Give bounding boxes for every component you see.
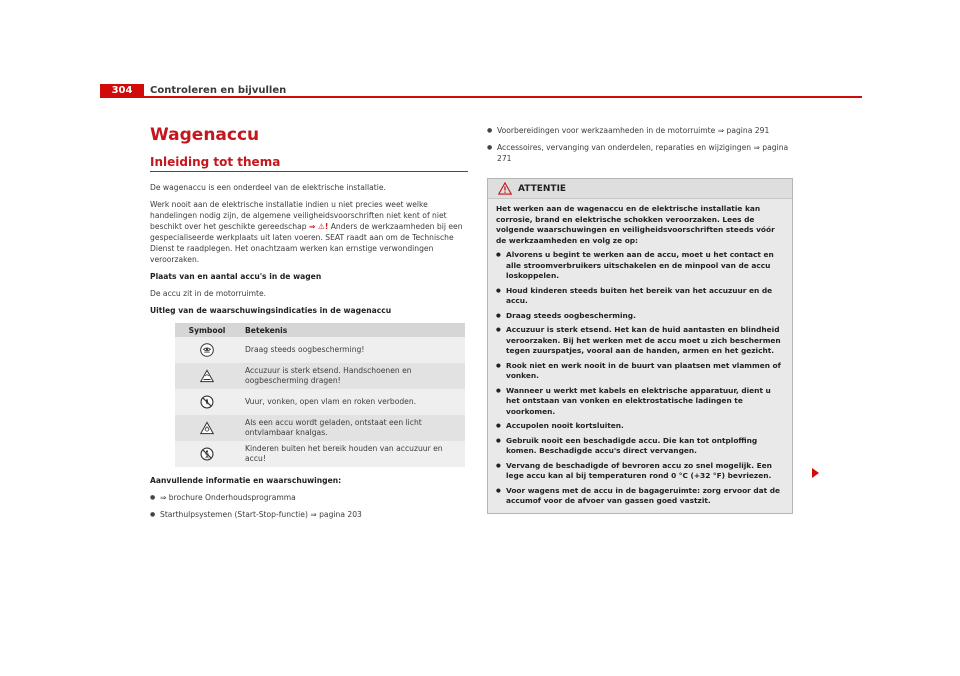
col-symbol-header: Symbool (175, 323, 239, 337)
attention-header (488, 179, 792, 199)
attention-body (488, 199, 792, 513)
page-title: Wagenaccu (150, 125, 260, 145)
warning-triangle-icon (498, 182, 512, 195)
attention-title: ATTENTIE (518, 183, 567, 194)
table-heading: Uitleg van de waarschuwingsindicaties in de wagenaccu (150, 306, 392, 315)
attention-list (496, 250, 784, 507)
additional-heading: Aanvullende informatie en waarschuwingen: (150, 476, 342, 485)
col-meaning-header: Betekenis (239, 323, 465, 337)
attention-box (487, 178, 793, 514)
list-item: ● Accuzuur is sterk etsend. Het kan de huid aantasten en blindheid veroorzaken. Bij het werken met de accu moet u zich beschermen tegen zuurspatjes, vooral aan de handen, armen en het gezicht. (496, 325, 784, 357)
list-item: ● Accupolen nooit kortsluiten. (496, 421, 784, 432)
warning-paragraph: Werk nooit aan de elektrische installatie indien u niet precies weet welke handelingen nodig zijn, de algemene veiligheidsvoorschriften niet kent of niet beschikt over het geschikte gereedschap ⇒ ⚠! Anders de werkzaamheden bij een gespecialiseerde werkplaats uit laten voeren. SEAT raadt aan om de Technische Dienst te raadplegen. Het onachtzaam werken kan ernstige verwondingen veroorzaken. (150, 200, 463, 264)
warning-ref-link[interactable]: ⇒ ⚠! (309, 222, 329, 231)
list-item[interactable]: ● Voorbereidingen voor werkzaamheden in de motorruimte ⇒ pagina 291 (487, 125, 793, 136)
list-item: ● Houd kinderen steeds buiten het bereik van het accuzuur en de accu. (496, 286, 784, 307)
list-item[interactable]: ● ⇒ brochure Onderhoudsprogramma (150, 492, 468, 503)
symbol-table (175, 323, 465, 467)
location-heading: Plaats van en aantal accu's in de wagen (150, 272, 322, 281)
table-row (175, 363, 465, 389)
right-column (487, 125, 793, 514)
page-number: 304 (100, 84, 144, 98)
table-cell-meaning: Als een accu wordt geladen, ontstaat een licht ontvlambaar knalgas. (239, 415, 465, 441)
list-item: ● Vervang de beschadigde of bevroren accu zo snel mogelijk. Een lege accu kan al bij temperaturen rond 0 °C (+32 °F) bevriezen. (496, 461, 784, 482)
list-item[interactable]: ● Starthulpsystemen (Start-Stop-functie) ⇒ pagina 203 (150, 509, 468, 520)
chapter-title: Controleren en bijvullen (150, 85, 287, 96)
eye-protection-icon (200, 343, 214, 357)
reference-list (487, 125, 793, 164)
list-item: ● Voor wagens met de accu in de bagageruimte: zorg ervoor dat de accumof voor de afvoer van gassen goed vastzit. (496, 486, 784, 507)
list-item: ● Rook niet en werk nooit in de buurt van plaatsen met vlammen of vonken. (496, 361, 784, 382)
table-row (175, 441, 465, 467)
additional-list (150, 492, 468, 520)
corrosive-warning-icon (200, 369, 214, 383)
left-column (150, 125, 468, 520)
intro-text: De wagenaccu is een onderdeel van de elektrische installatie. (150, 183, 386, 192)
location-text: De accu zit in de motorruimte. (150, 289, 267, 298)
table-row (175, 389, 465, 415)
keep-away-children-icon (200, 447, 214, 461)
attention-intro: Het werken aan de wagenaccu en de elektrische installatie kan corrosie, brand en elektrische schokken veroorzaken. Lees de volgende waarschuwingen en veiligheidsvoorschriften steeds vóór de werkzaamheden en volg ze op: (496, 204, 775, 245)
list-item: ● Gebruik nooit een beschadigde accu. Die kan tot ontploffing komen. Beschadigde accu's direct vervangen. (496, 436, 784, 457)
list-item: ● Alvorens u begint te werken aan de accu, moet u het contact en alle stroomverbruikers uitschakelen en de minpool van de accu loskoppelen. (496, 250, 784, 282)
section-title: Inleiding tot thema (150, 155, 468, 172)
table-cell-meaning: Kinderen buiten het bereik houden van accuzuur en accu! (239, 441, 465, 467)
table-cell-meaning: Accuzuur is sterk etsend. Handschoenen en oogbescherming dragen! (239, 363, 465, 389)
table-row (175, 337, 465, 363)
table-cell-meaning: Vuur, vonken, open vlam en roken verboden. (239, 389, 465, 415)
table-cell-meaning: Draag steeds oogbescherming! (239, 337, 465, 363)
table-row (175, 415, 465, 441)
continue-arrow-icon[interactable] (812, 468, 819, 478)
no-fire-icon (200, 395, 214, 409)
list-item: ● Draag steeds oogbescherming. (496, 311, 784, 322)
list-item: ● Wanneer u werkt met kabels en elektrische apparatuur, dient u het ontstaan van vonken en elektrostatische ladingen te voorkomen. (496, 386, 784, 418)
header-rule (100, 96, 862, 98)
explosive-gas-warning-icon (200, 421, 214, 435)
list-item[interactable]: ● Accessoires, vervanging van onderdelen, reparaties en wijzigingen ⇒ pagina 271 (487, 142, 793, 164)
